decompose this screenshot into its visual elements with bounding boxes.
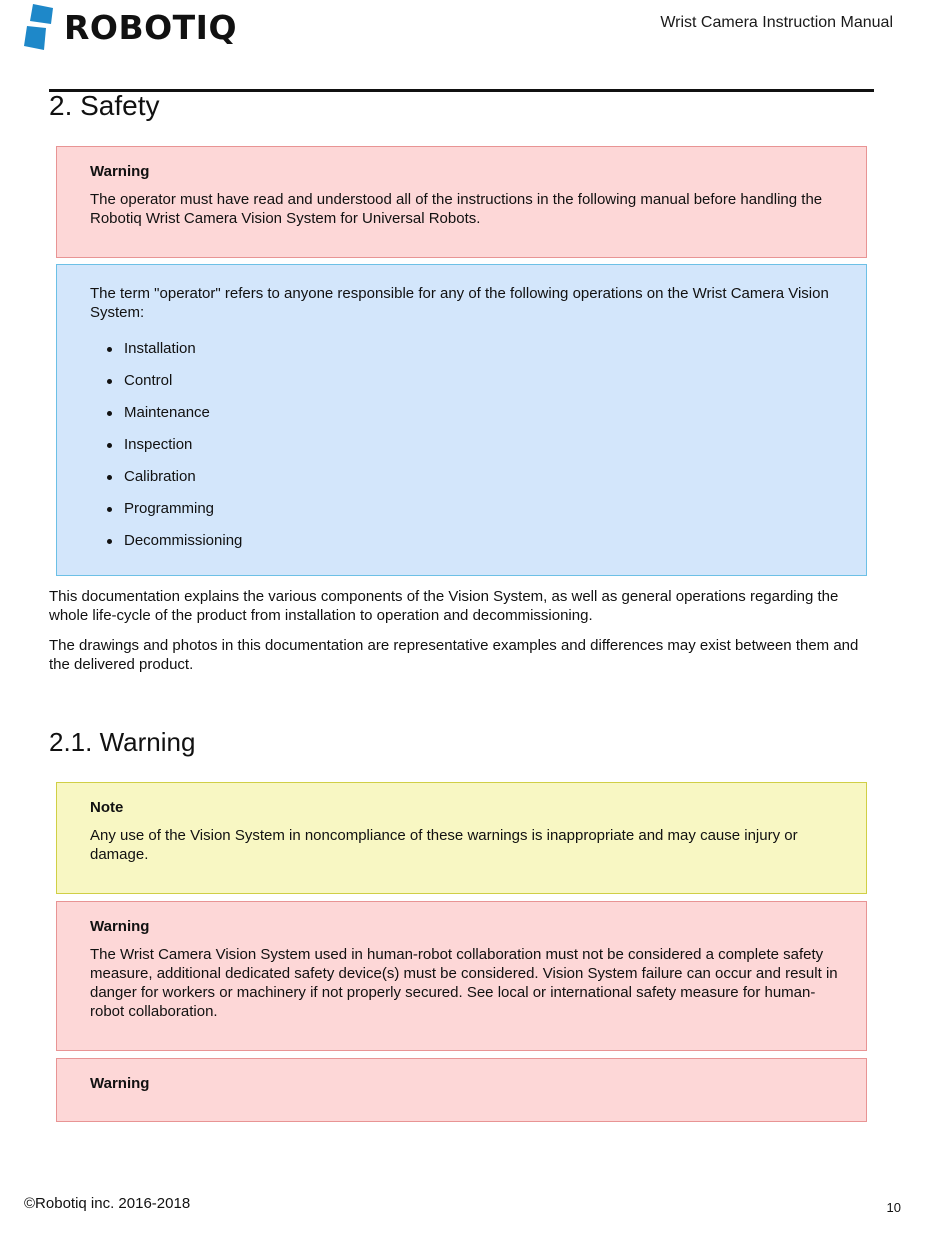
note-title: Note [90, 799, 124, 816]
robotiq-logo-icon [24, 4, 58, 50]
warning-text: The operator must have read and understood all of the instructions in the following manual before handling the Robotiq Wrist Camera Vision System for Universal Robots. [90, 191, 823, 227]
list-item [90, 404, 844, 436]
list-item-label: Control [124, 372, 173, 389]
list-item-label: Maintenance [124, 404, 210, 421]
copyright: ©Robotiq inc. 2016-2018 [24, 1195, 191, 1212]
note-box [56, 782, 867, 894]
list-item-label: Calibration [124, 468, 196, 485]
bullet-icon [107, 475, 112, 480]
warning-box [56, 901, 867, 1051]
section-title: 2. Safety [49, 90, 160, 121]
info-text: The term "operator" refers to anyone responsible for any of the following operations on the Wrist Camera Vision System: [90, 285, 829, 321]
warning-title: Warning [90, 918, 150, 935]
list-item [90, 468, 844, 500]
robotiq-logo [24, 4, 237, 50]
warning-box [56, 146, 867, 258]
bullet-icon [107, 379, 112, 384]
warning-box [56, 1058, 867, 1122]
list-item [90, 532, 844, 564]
list-item [90, 436, 844, 468]
document-title: Wrist Camera Instruction Manual [660, 14, 893, 31]
list-item-label: Installation [124, 340, 196, 357]
body-paragraph: This documentation explains the various components of the Vision System, as well as general operations regarding the whole life-cycle of the product from installation to operation and decommissioning. [49, 588, 839, 624]
list-item-label: Inspection [124, 436, 193, 453]
bullet-icon [107, 539, 112, 544]
bullet-icon [107, 443, 112, 448]
bullet-icon [107, 347, 112, 352]
page-number: 10 [886, 1200, 901, 1215]
logo-text: ROBOTIQ [64, 7, 238, 47]
warning-title: Warning [90, 1075, 150, 1092]
list-item [90, 500, 844, 532]
warning-title: Warning [90, 163, 150, 180]
bullet-icon [107, 507, 112, 512]
body-paragraph: The drawings and photos in this documentation are representative examples and differences may exist between them and the delivered product. [49, 637, 859, 673]
warning-text: The Wrist Camera Vision System used in human-robot collaboration must not be considered a complete safety measure, additional dedicated safety device(s) must be considered. Vision System failure can occur and result in danger for workers or machinery if not properly secured. See local or international safety measure for human-robot collaboration. [90, 946, 838, 1020]
list-item [90, 372, 844, 404]
list-item-label: Decommissioning [124, 532, 243, 549]
info-box [56, 264, 867, 576]
note-text: Any use of the Vision System in noncompliance of these warnings is inappropriate and may cause injury or damage. [90, 827, 798, 863]
list-item [90, 340, 844, 372]
bullet-icon [107, 411, 112, 416]
subsection-title: 2.1. Warning [49, 727, 196, 757]
operations-list [90, 340, 844, 564]
section-divider [49, 89, 874, 92]
list-item-label: Programming [124, 500, 215, 517]
